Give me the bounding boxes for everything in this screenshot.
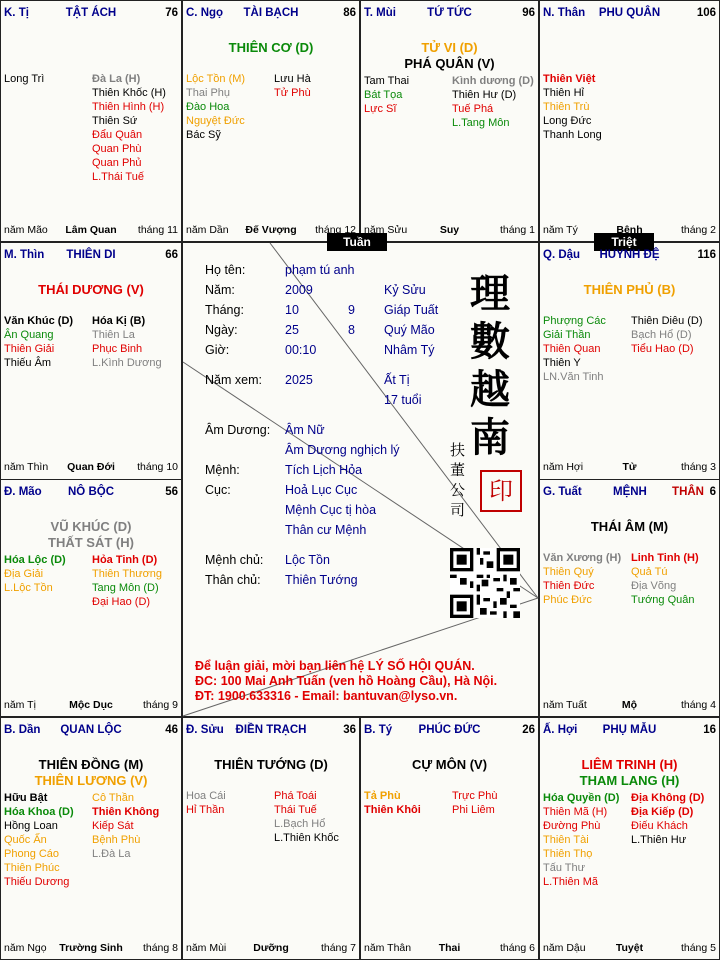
minor-star: Thiên Sứ: [92, 115, 138, 127]
minor-star: Địa Giải: [4, 568, 44, 580]
minor-star: Thai Phụ: [186, 87, 231, 99]
menh-chu-label: Mệnh chủ:: [205, 553, 264, 567]
palace-position: Đ. Sửu: [186, 724, 224, 736]
calligraphy-char-4: 南: [470, 414, 510, 461]
minor-star: Phá Toái: [274, 790, 317, 802]
thang-am: 9: [348, 303, 355, 317]
main-star: THÁI ÂM (M): [590, 519, 669, 534]
nam-value: 2009: [285, 283, 313, 297]
palace-footer: [4, 459, 178, 473]
minor-star: Tả Phù: [364, 790, 401, 802]
minor-star: Lộc Tồn (M): [186, 73, 246, 85]
palace-number: 16: [703, 724, 716, 736]
palace-number: 66: [165, 249, 178, 261]
minor-star: Hoa Cái: [186, 790, 226, 802]
footer-year: năm Hợi: [543, 461, 584, 473]
palace-header: [543, 486, 716, 502]
footer-year: năm Tị: [4, 699, 36, 711]
footer-month: tháng 6: [499, 942, 535, 954]
minor-stars-left: [543, 72, 602, 142]
main-star: THÁI DƯƠNG (V): [38, 282, 144, 297]
minor-star: Bệnh Phù: [92, 834, 141, 846]
minor-star: Tang Môn (D): [92, 582, 159, 594]
minor-star: L.Đà La: [92, 848, 131, 860]
footer-month: tháng 5: [680, 942, 716, 954]
minor-stars-right: [452, 789, 497, 817]
minor-star: Tấu Thư: [543, 862, 586, 874]
than-chu-value: Thiên Tướng: [285, 573, 358, 587]
footer-phase: Thai: [438, 942, 461, 954]
am-duong-value-2: Âm Dương nghịch lý: [285, 443, 400, 457]
cuc-value-2: Mệnh Cục tị hòa: [285, 503, 377, 517]
nam-xem-label: Năm xem:: [205, 373, 262, 387]
minor-star: Đại Hao (D): [92, 596, 151, 608]
main-star: THIÊN PHỦ (B): [583, 282, 676, 297]
footer-phase: Tử: [622, 461, 637, 473]
palace-cell-ngo: [182, 0, 360, 242]
minor-star: Kiếp Sát: [92, 820, 134, 832]
minor-star: Lưu Hà: [274, 73, 311, 85]
minor-star: Thiên Phúc: [4, 862, 60, 874]
minor-stars-left: [364, 74, 409, 116]
calligraphy-char-1: 理: [470, 270, 510, 317]
minor-star: Thiên Giải: [4, 343, 55, 355]
palace-number: 26: [522, 724, 535, 736]
footer-year: năm Ngọ: [4, 942, 47, 954]
minor-star: Bát Tọa: [364, 89, 403, 101]
red-seal: 印: [480, 470, 522, 512]
minor-star: Hỏa Tinh (D): [92, 554, 158, 566]
footer-year: năm Thân: [364, 942, 412, 954]
palace-name: MỆNH: [613, 486, 647, 498]
minor-star: Linh Tinh (H): [631, 552, 699, 564]
palace-position: N. Thân: [543, 7, 586, 19]
minor-star: Thiên Hỉ: [543, 87, 584, 99]
palace-position: M. Thìn: [4, 249, 45, 261]
minor-star: L.Thái Tuế: [92, 171, 144, 183]
minor-star: Thiên Việt: [543, 73, 596, 85]
minor-star: Địa Kiếp (D): [631, 806, 694, 818]
minor-star: Thiên Diêu (D): [631, 315, 703, 327]
minor-star: Long Đức: [543, 115, 592, 127]
footer-year: năm Dần: [186, 224, 229, 236]
minor-star: L.Thiên Hư: [631, 834, 687, 846]
palace-footer: [364, 940, 535, 954]
calligraphy-char-3: 越: [470, 366, 510, 413]
minor-star: Hóa Lộc (D): [4, 554, 66, 566]
footer-phase: Quan Đới: [67, 461, 115, 473]
palace-footer: [4, 940, 178, 954]
minor-star: Thiên Quan: [543, 343, 601, 355]
minor-star: Tiểu Hao (D): [631, 343, 694, 355]
minor-star: Thái Tuế: [274, 804, 317, 816]
palace-cell-ty: [0, 0, 182, 242]
footer-phase: Dưỡng: [253, 942, 289, 954]
footer-year: năm Mùi: [186, 942, 227, 954]
minor-star: Quan Phù: [92, 143, 142, 155]
palace-position: G. Tuất: [543, 486, 582, 498]
ngay-value: 25: [285, 323, 299, 337]
minor-stars-left: [186, 72, 245, 142]
minor-stars-right: [92, 791, 159, 861]
minor-star: Tam Thai: [364, 75, 410, 87]
palace-name: PHU QUÂN: [598, 7, 661, 19]
minor-star: Trực Phù: [452, 790, 498, 802]
minor-star: Giải Thần: [543, 329, 591, 341]
footer-month: tháng 10: [137, 461, 178, 473]
minor-stars-left: [543, 314, 606, 384]
am-duong-value: Âm Nữ: [285, 423, 325, 437]
palace-cell-dan: [0, 717, 182, 960]
minor-star: Thiếu Âm: [4, 357, 52, 369]
main-star: THIÊN CƠ (D): [228, 40, 314, 55]
palace-header: [543, 7, 716, 23]
footer-year: năm Tuất: [543, 699, 587, 711]
footer-year: năm Sửu: [364, 224, 408, 236]
footer-phase: Tuyệt: [615, 942, 644, 954]
qr-code[interactable]: [450, 548, 520, 618]
minor-star: Thiếu Dương: [4, 876, 70, 888]
ngay-am: 8: [348, 323, 355, 337]
calligraphy-char-2: 數: [470, 318, 510, 365]
palace-name: ĐIỀN TRẠCH: [235, 724, 307, 736]
minor-stars-right: [92, 553, 162, 609]
main-star: VŨ KHÚC (D): [50, 519, 132, 534]
minor-star: Phục Binh: [92, 343, 143, 355]
minor-stars-right: [274, 789, 339, 845]
palace-header: [364, 7, 535, 23]
minor-star: Văn Xương (H): [543, 552, 622, 564]
palace-position: K. Tị: [4, 7, 29, 19]
palace-cell-than: [539, 0, 720, 242]
minor-star: Lực Sĩ: [364, 103, 397, 115]
minor-star: Hóa Quyền (D): [543, 792, 620, 804]
footer-month: tháng 1: [499, 224, 535, 236]
palace-position: Đ. Mão: [4, 486, 42, 498]
palace-footer: [543, 222, 716, 236]
palace-header: [4, 486, 178, 502]
main-star: PHÁ QUÂN (V): [404, 56, 495, 71]
palace-cell-mao: [0, 479, 182, 717]
footer-year: năm Dậu: [543, 942, 586, 954]
menh-chu-value: Lộc Tồn: [285, 553, 330, 567]
main-star: THIÊN ĐỒNG (M): [38, 757, 144, 772]
minor-star: Thiên Không: [92, 806, 160, 818]
minor-star: Hóa Kị (B): [92, 315, 146, 327]
cuc-label: Cục:: [205, 483, 231, 497]
nam-label: Năm:: [205, 283, 235, 297]
minor-star: L.Lộc Tồn: [4, 582, 53, 594]
footer-phase: Đế Vượng: [245, 224, 297, 236]
palace-number: 46: [165, 724, 178, 736]
minor-stars-right: [452, 74, 534, 130]
palace-cell-suu: [182, 717, 360, 960]
palace-header: [186, 724, 356, 740]
minor-star: Ân Quang: [4, 329, 54, 341]
contact-line-1: Để luận giải, mời bạn liên hệ LÝ SỐ HỘI QUÁN.: [195, 659, 475, 673]
minor-star: Thiên Tài: [543, 834, 589, 846]
cuc-value-3: Thân cư Mệnh: [285, 523, 367, 537]
palace-name: PHÚC ĐỨC: [418, 724, 481, 736]
palace-position: T. Mùi: [364, 7, 396, 19]
palace-footer: [543, 697, 716, 711]
thang-label: Tháng:: [205, 303, 244, 317]
gio-can-chi: Nhâm Tý: [384, 343, 435, 357]
triet-tag: Triệt: [594, 233, 654, 251]
palace-name: THIÊN DI: [66, 249, 116, 261]
footer-phase: Bệnh: [616, 224, 643, 236]
palace-number: 36: [343, 724, 356, 736]
minor-star: Tử Phù: [274, 87, 311, 99]
palace-header: [364, 724, 535, 740]
minor-stars-right: [631, 314, 703, 356]
minor-star: Quan Phủ: [92, 157, 142, 169]
palace-footer: [186, 222, 356, 236]
am-duong-label: Âm Dương:: [205, 423, 271, 437]
minor-star: Long Trì: [4, 73, 45, 85]
palace-cell-mui: [360, 0, 539, 242]
minor-star: Đào Hoa: [186, 101, 230, 113]
palace-number: 86: [343, 7, 356, 19]
footer-month: tháng 12: [315, 224, 356, 236]
minor-star: Hữu Bật: [4, 792, 48, 804]
minor-stars-right: [274, 72, 311, 100]
minor-stars-left: [4, 791, 74, 889]
contact-address: ĐC: 100 Mai Anh Tuấn (ven hồ Hoàng Cầu), Hà Nội.: [195, 674, 498, 688]
minor-star: Phượng Các: [543, 315, 606, 327]
palace-number: 106: [696, 7, 716, 19]
footer-year: năm Mão: [4, 224, 48, 236]
palace-header: [543, 249, 716, 265]
footer-year: năm Tý: [543, 224, 578, 236]
minor-star: Quốc Ấn: [4, 834, 47, 846]
palace-footer: [543, 459, 716, 473]
minor-star: Thiên Hình (H): [92, 101, 165, 113]
palace-position: Ấ. Hợi: [543, 724, 578, 736]
ngay-can-chi: Quý Mão: [384, 323, 435, 337]
palace-cell-tuat: [539, 479, 720, 717]
nam-xem-can-chi: Ất Tị: [384, 373, 410, 387]
main-star: THẤT SÁT (H): [48, 535, 134, 550]
palace-cell-thin: [0, 242, 182, 479]
palace-position: Q. Dậu: [543, 249, 581, 261]
main-star: THAM LANG (H): [579, 773, 680, 788]
minor-star: Thiên Thương: [92, 568, 163, 580]
minor-star: Hỉ Thần: [186, 804, 225, 816]
minor-stars-left: [364, 789, 421, 817]
minor-stars-right: [631, 791, 704, 847]
minor-star: Văn Khúc (D): [4, 315, 74, 327]
minor-stars-right: [631, 551, 699, 607]
nam-xem-value: 2025: [285, 373, 313, 387]
minor-star: L.Kình Dương: [92, 357, 162, 369]
minor-stars-left: [4, 72, 44, 86]
footer-phase: Lâm Quan: [65, 224, 117, 236]
palace-number: 56: [165, 486, 178, 498]
minor-stars-left: [4, 553, 66, 595]
menh-label: Mệnh:: [205, 463, 240, 477]
palace-header: [186, 7, 356, 23]
palace-number: 116: [697, 249, 716, 261]
menh-value: Tích Lịch Hỏa: [285, 463, 363, 477]
minor-star: Hồng Loan: [4, 820, 58, 832]
minor-star: Tuế Phá: [452, 103, 494, 115]
minor-star: Thiên Đức: [543, 580, 595, 592]
palace-name: TỨ TỨC: [427, 7, 472, 19]
palace-cell-hoi: [539, 717, 720, 960]
gio-value: 00:10: [285, 343, 317, 357]
minor-star: Phong Cáo: [4, 848, 60, 860]
tuan-tag: Tuần: [327, 233, 387, 251]
minor-star: Tướng Quân: [631, 594, 695, 606]
minor-star: L.Thiên Mã: [543, 876, 599, 888]
minor-star: Bác Sỹ: [186, 129, 221, 141]
minor-star: L.Thiên Khốc: [274, 832, 339, 844]
palace-cell-ti: [360, 717, 539, 960]
footer-month: tháng 2: [680, 224, 716, 236]
palace-footer: [4, 222, 178, 236]
palace-number: 76: [165, 7, 178, 19]
minor-star: Hóa Khoa (D): [4, 806, 74, 818]
cuc-value: Hoả Lục Cục: [285, 483, 358, 497]
minor-star: Phi Liêm: [452, 804, 495, 816]
minor-star: Đẩu Quân: [92, 129, 143, 141]
palace-name: NÔ BỘC: [68, 486, 114, 498]
palace-number: 6: [709, 486, 716, 498]
calligraphy-small-3: 公: [450, 481, 466, 499]
footer-month: tháng 8: [142, 942, 178, 954]
minor-star: Thiên La: [92, 329, 135, 341]
calligraphy-small-1: 扶: [450, 441, 466, 459]
nam-can-chi: Kỷ Sửu: [384, 283, 426, 297]
palace-header: [4, 249, 178, 265]
minor-star: Thiên Trù: [543, 101, 590, 113]
minor-star: Nguyệt Đức: [186, 115, 245, 127]
minor-star: Thanh Long: [543, 129, 602, 141]
ho-ten-label: Họ tên:: [205, 263, 246, 277]
palace-name: QUAN LỘC: [60, 724, 122, 736]
than-marker: THÂN: [672, 486, 704, 498]
thang-can-chi: Giáp Tuất: [384, 303, 439, 317]
minor-stars-left: [543, 791, 619, 889]
palace-position: C. Ngọ: [186, 7, 224, 19]
minor-star: Địa Không (D): [631, 792, 705, 804]
minor-star: L.Tang Môn: [452, 117, 510, 129]
minor-star: Điếu Khách: [631, 820, 688, 832]
palace-header: [543, 724, 716, 740]
footer-phase: Suy: [439, 224, 460, 236]
minor-star: Thiên Khôi: [364, 804, 421, 816]
calligraphy-small-4: 司: [450, 501, 466, 519]
thang-value: 10: [285, 303, 299, 317]
ngay-label: Ngày:: [205, 323, 238, 337]
gio-label: Giờ:: [205, 343, 230, 357]
minor-star: Thiên Mã (H): [543, 806, 608, 818]
minor-star: Đà La (H): [92, 73, 141, 85]
minor-star: L.Bạch Hổ: [274, 818, 326, 830]
palace-position: B. Dần: [4, 724, 41, 736]
calligraphy-small-2: 董: [450, 461, 466, 479]
palace-footer: [543, 940, 716, 954]
minor-star: Thiên Thọ: [543, 848, 593, 860]
main-star: LIÊM TRINH (H): [581, 757, 678, 772]
minor-stars-left: [186, 789, 226, 817]
minor-star: Cô Thần: [92, 792, 134, 804]
main-star: TỬ VI (D): [421, 40, 478, 55]
ho-ten-value: phạm tú anh: [285, 263, 355, 277]
palace-name: HUYNH ĐỆ: [599, 249, 660, 261]
main-star: THIÊN LƯƠNG (V): [34, 773, 148, 788]
palace-cell-dau: [539, 242, 720, 479]
minor-star: Quả Tú: [631, 566, 668, 578]
palace-footer: [4, 697, 178, 711]
palace-header: [4, 724, 178, 740]
footer-year: năm Thìn: [4, 461, 49, 473]
palace-position: B. Tý: [364, 724, 393, 736]
contact-phone-email[interactable]: ĐT: 1900.633316 - Email: bantuvan@lyso.vn.: [195, 689, 458, 703]
footer-month: tháng 11: [137, 224, 178, 236]
palace-footer: [364, 222, 535, 236]
footer-phase: Mộ: [621, 699, 638, 711]
minor-stars-left: [4, 314, 73, 370]
minor-star: Thiên Khốc (H): [92, 87, 166, 99]
palace-name: TÀI BẠCH: [243, 7, 299, 19]
footer-month: tháng 9: [142, 699, 178, 711]
minor-stars-right: [92, 72, 166, 184]
footer-month: tháng 7: [320, 942, 356, 954]
minor-star: Địa Võng: [631, 580, 677, 592]
minor-star: Phúc Đức: [543, 594, 592, 606]
palace-number: 96: [522, 7, 535, 19]
minor-star: Đường Phù: [543, 820, 601, 832]
footer-month: tháng 4: [680, 699, 716, 711]
footer-month: tháng 3: [680, 461, 716, 473]
palace-footer: [186, 940, 356, 954]
palace-header: [4, 7, 178, 23]
minor-star: LN.Văn Tinh: [543, 371, 604, 383]
than-chu-label: Thân chủ:: [205, 573, 261, 587]
minor-star: Thiên Y: [543, 357, 581, 369]
footer-phase: Mộc Dục: [69, 699, 113, 711]
footer-phase: Trường Sinh: [59, 942, 123, 954]
minor-stars-right: [92, 314, 162, 370]
minor-star: Thiên Hư (D): [452, 89, 517, 101]
palace-name: TẬT ÁCH: [65, 7, 117, 19]
palace-name: PHỤ MẪU: [602, 724, 657, 736]
main-star: THIÊN TƯỚNG (D): [214, 757, 328, 772]
main-star: CỰ MÔN (V): [411, 757, 488, 772]
minor-star: Thiên Quý: [543, 566, 594, 578]
minor-stars-left: [543, 551, 621, 607]
minor-star: Kình dương (D): [452, 75, 534, 87]
minor-star: Bạch Hổ (D): [631, 329, 692, 341]
tuoi-value: 17 tuổi: [384, 393, 422, 407]
